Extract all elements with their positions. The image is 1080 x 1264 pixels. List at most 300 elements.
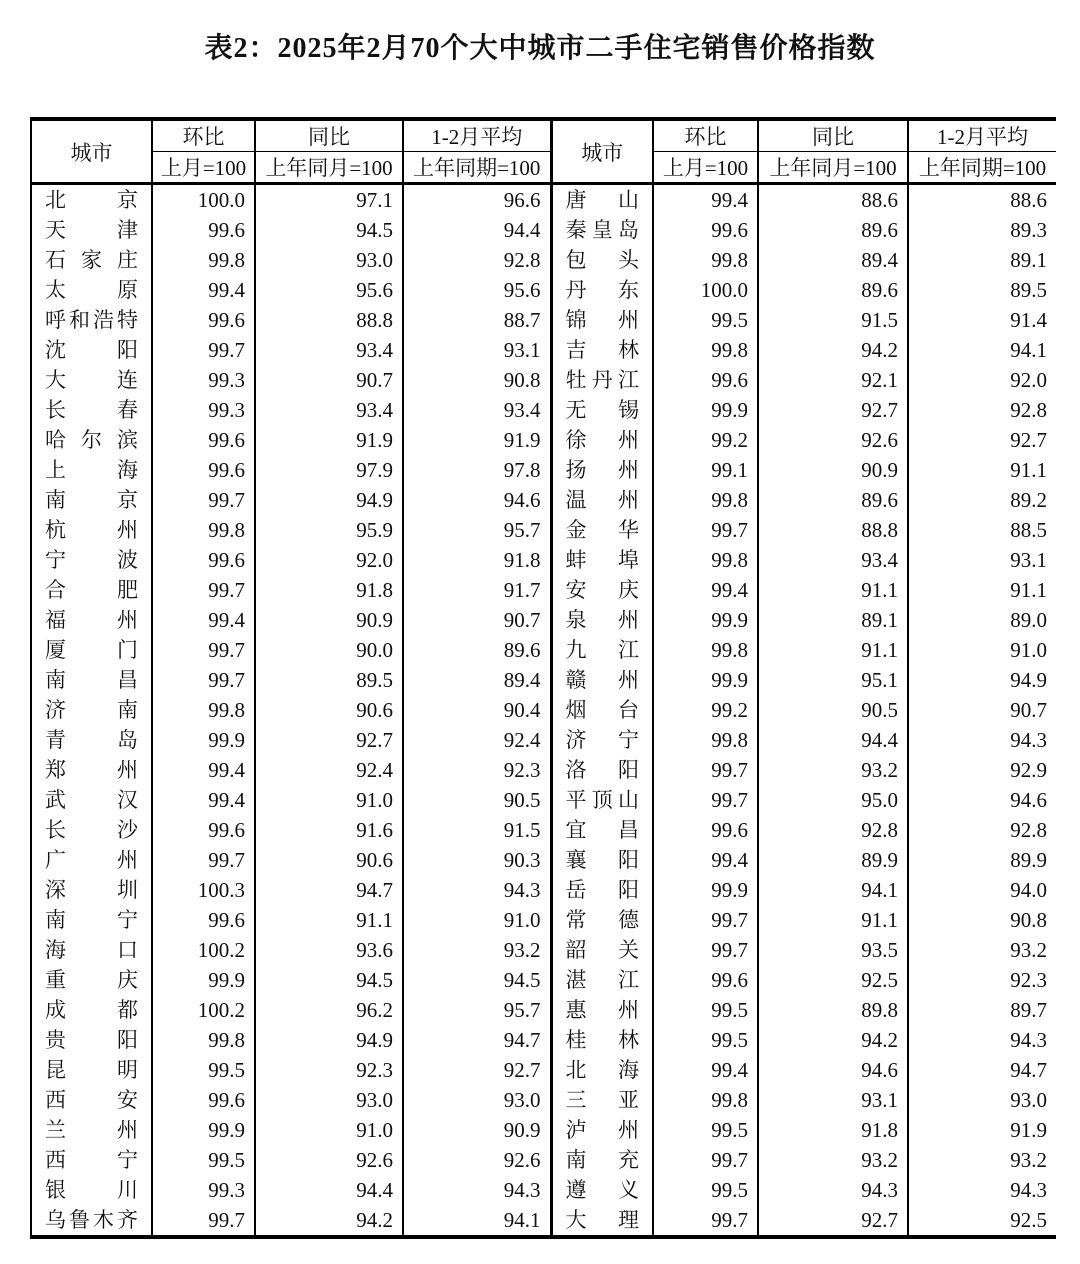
avg-value: 91.8 bbox=[403, 545, 551, 575]
table-row bbox=[31, 215, 1056, 245]
yoy-value: 92.5 bbox=[758, 965, 908, 995]
avg-value: 91.9 bbox=[908, 1115, 1056, 1145]
city-cell bbox=[31, 245, 152, 275]
avg-value: 93.2 bbox=[403, 935, 551, 965]
city-name: 赣 州 bbox=[565, 668, 639, 692]
city-name: 武 汉 bbox=[45, 788, 138, 812]
city-name: 上 海 bbox=[45, 458, 138, 482]
header-row-1 bbox=[31, 119, 1056, 152]
table-row bbox=[31, 425, 1056, 455]
header-avg-left: 1-2月平均 bbox=[403, 119, 551, 152]
mom-value: 99.6 bbox=[152, 215, 255, 245]
mom-value: 99.7 bbox=[653, 1145, 758, 1175]
city-name: 秦 皇 岛 bbox=[565, 218, 639, 242]
avg-value: 94.3 bbox=[908, 1025, 1056, 1055]
avg-value: 94.7 bbox=[908, 1055, 1056, 1085]
city-name: 西 安 bbox=[45, 1088, 138, 1112]
city-cell bbox=[551, 725, 653, 755]
city-cell bbox=[551, 275, 653, 305]
header-yoy-base-right: 上年同月=100 bbox=[758, 152, 908, 184]
mom-value: 100.2 bbox=[152, 935, 255, 965]
city-cell bbox=[31, 905, 152, 935]
avg-value: 94.3 bbox=[403, 1175, 551, 1205]
avg-value: 92.4 bbox=[403, 725, 551, 755]
mom-value: 99.9 bbox=[152, 965, 255, 995]
table-row bbox=[31, 695, 1056, 725]
avg-value: 95.7 bbox=[403, 515, 551, 545]
city-name: 银 川 bbox=[45, 1178, 138, 1202]
city-cell bbox=[31, 335, 152, 365]
city-cell bbox=[31, 785, 152, 815]
city-name: 广 州 bbox=[45, 848, 138, 872]
city-name: 温 州 bbox=[565, 488, 639, 512]
mom-value: 99.7 bbox=[152, 665, 255, 695]
city-cell bbox=[31, 1205, 152, 1237]
yoy-value: 89.1 bbox=[758, 605, 908, 635]
city-cell bbox=[551, 905, 653, 935]
table-row bbox=[31, 1025, 1056, 1055]
city-name: 九 江 bbox=[565, 638, 639, 662]
city-cell bbox=[551, 815, 653, 845]
avg-value: 91.0 bbox=[403, 905, 551, 935]
yoy-value: 89.5 bbox=[255, 665, 403, 695]
table-row bbox=[31, 575, 1056, 605]
yoy-value: 88.8 bbox=[255, 305, 403, 335]
avg-value: 93.0 bbox=[403, 1085, 551, 1115]
avg-value: 91.4 bbox=[908, 305, 1056, 335]
city-name: 青 岛 bbox=[45, 728, 138, 752]
yoy-value: 94.4 bbox=[255, 1175, 403, 1205]
yoy-value: 89.6 bbox=[758, 485, 908, 515]
yoy-value: 90.6 bbox=[255, 845, 403, 875]
city-cell bbox=[551, 335, 653, 365]
avg-value: 90.4 bbox=[403, 695, 551, 725]
mom-value: 99.6 bbox=[152, 905, 255, 935]
avg-value: 94.1 bbox=[403, 1205, 551, 1237]
avg-value: 88.5 bbox=[908, 515, 1056, 545]
city-cell bbox=[551, 695, 653, 725]
city-name: 惠 州 bbox=[565, 998, 639, 1022]
mom-value: 99.2 bbox=[653, 425, 758, 455]
city-name: 三 亚 bbox=[565, 1088, 639, 1112]
city-cell bbox=[551, 965, 653, 995]
city-cell bbox=[551, 1175, 653, 1205]
yoy-value: 91.6 bbox=[255, 815, 403, 845]
city-cell bbox=[551, 305, 653, 335]
city-cell bbox=[31, 275, 152, 305]
avg-value: 94.7 bbox=[403, 1025, 551, 1055]
table-row bbox=[31, 785, 1056, 815]
avg-value: 92.6 bbox=[403, 1145, 551, 1175]
header-avg-right: 1-2月平均 bbox=[908, 119, 1056, 152]
yoy-value: 94.3 bbox=[758, 1175, 908, 1205]
city-cell bbox=[551, 995, 653, 1025]
avg-value: 93.2 bbox=[908, 935, 1056, 965]
mom-value: 99.9 bbox=[653, 605, 758, 635]
table-row bbox=[31, 845, 1056, 875]
city-cell bbox=[31, 815, 152, 845]
city-name: 杭 州 bbox=[45, 518, 138, 542]
yoy-value: 89.8 bbox=[758, 995, 908, 1025]
mom-value: 99.5 bbox=[653, 1175, 758, 1205]
city-cell bbox=[31, 995, 152, 1025]
yoy-value: 93.4 bbox=[255, 335, 403, 365]
city-cell bbox=[551, 245, 653, 275]
mom-value: 99.8 bbox=[653, 545, 758, 575]
table-row bbox=[31, 905, 1056, 935]
city-cell bbox=[551, 1115, 653, 1145]
city-name: 韶 关 bbox=[565, 938, 639, 962]
table-title: 表2：2025年2月70个大中城市二手住宅销售价格指数 bbox=[204, 33, 876, 64]
mom-value: 99.8 bbox=[653, 335, 758, 365]
header-mom-left: 环比 bbox=[152, 119, 255, 152]
city-cell bbox=[551, 935, 653, 965]
city-cell bbox=[31, 1085, 152, 1115]
city-name: 金 华 bbox=[565, 518, 639, 542]
yoy-value: 94.2 bbox=[758, 335, 908, 365]
yoy-value: 91.1 bbox=[758, 635, 908, 665]
yoy-value: 92.7 bbox=[758, 1205, 908, 1237]
table-row bbox=[31, 935, 1056, 965]
avg-value: 93.1 bbox=[908, 545, 1056, 575]
table-row bbox=[31, 275, 1056, 305]
avg-value: 92.3 bbox=[908, 965, 1056, 995]
mom-value: 99.9 bbox=[152, 1115, 255, 1145]
yoy-value: 90.7 bbox=[255, 365, 403, 395]
avg-value: 91.9 bbox=[403, 425, 551, 455]
city-cell bbox=[31, 935, 152, 965]
yoy-value: 92.7 bbox=[255, 725, 403, 755]
yoy-value: 89.4 bbox=[758, 245, 908, 275]
city-name: 合 肥 bbox=[45, 578, 138, 602]
mom-value: 99.7 bbox=[152, 635, 255, 665]
avg-value: 90.9 bbox=[403, 1115, 551, 1145]
yoy-value: 93.0 bbox=[255, 1085, 403, 1115]
city-name: 天 津 bbox=[45, 218, 138, 242]
mom-value: 99.3 bbox=[152, 395, 255, 425]
table-row bbox=[31, 1205, 1056, 1237]
mom-value: 99.5 bbox=[653, 1025, 758, 1055]
city-name: 大 理 bbox=[565, 1208, 639, 1232]
city-name: 平 顶 山 bbox=[565, 788, 639, 812]
table-row bbox=[31, 485, 1056, 515]
header-row-2 bbox=[31, 152, 1056, 184]
yoy-value: 91.8 bbox=[758, 1115, 908, 1145]
avg-value: 91.1 bbox=[908, 575, 1056, 605]
city-name: 大 连 bbox=[45, 368, 138, 392]
avg-value: 92.9 bbox=[908, 755, 1056, 785]
yoy-value: 95.1 bbox=[758, 665, 908, 695]
mom-value: 99.8 bbox=[653, 725, 758, 755]
header-city-left: 城市 bbox=[70, 140, 113, 165]
table-row bbox=[31, 545, 1056, 575]
table-header bbox=[31, 119, 1056, 184]
avg-value: 90.7 bbox=[908, 695, 1056, 725]
avg-value: 89.2 bbox=[908, 485, 1056, 515]
city-name: 哈 尔 滨 bbox=[45, 428, 138, 452]
city-name: 岳 阳 bbox=[565, 878, 639, 902]
city-name: 济 南 bbox=[45, 698, 138, 722]
avg-value: 91.7 bbox=[403, 575, 551, 605]
yoy-value: 95.6 bbox=[255, 275, 403, 305]
mom-value: 99.3 bbox=[152, 1175, 255, 1205]
city-cell bbox=[31, 485, 152, 515]
city-cell bbox=[551, 215, 653, 245]
mom-value: 99.5 bbox=[653, 1115, 758, 1145]
mom-value: 99.8 bbox=[653, 485, 758, 515]
mom-value: 99.5 bbox=[653, 305, 758, 335]
table-row bbox=[31, 455, 1056, 485]
yoy-value: 90.9 bbox=[255, 605, 403, 635]
yoy-value: 96.2 bbox=[255, 995, 403, 1025]
mom-value: 99.8 bbox=[152, 245, 255, 275]
mom-value: 99.7 bbox=[653, 1205, 758, 1237]
city-cell bbox=[31, 965, 152, 995]
yoy-value: 93.4 bbox=[255, 395, 403, 425]
city-cell bbox=[31, 425, 152, 455]
table-row bbox=[31, 1115, 1056, 1145]
city-name: 昆 明 bbox=[45, 1058, 138, 1082]
city-cell bbox=[31, 1145, 152, 1175]
avg-value: 92.5 bbox=[908, 1205, 1056, 1237]
city-name: 南 充 bbox=[565, 1148, 639, 1172]
city-cell bbox=[31, 605, 152, 635]
avg-value: 94.3 bbox=[908, 1175, 1056, 1205]
avg-value: 88.7 bbox=[403, 305, 551, 335]
city-cell bbox=[551, 1145, 653, 1175]
city-name: 吉 林 bbox=[565, 338, 639, 362]
yoy-value: 94.4 bbox=[758, 725, 908, 755]
table-row bbox=[31, 815, 1056, 845]
avg-value: 90.5 bbox=[403, 785, 551, 815]
city-cell bbox=[551, 875, 653, 905]
yoy-value: 89.6 bbox=[758, 215, 908, 245]
yoy-value: 93.2 bbox=[758, 1145, 908, 1175]
yoy-value: 92.4 bbox=[255, 755, 403, 785]
yoy-value: 97.1 bbox=[255, 184, 403, 216]
avg-value: 92.8 bbox=[908, 395, 1056, 425]
mom-value: 99.6 bbox=[152, 305, 255, 335]
avg-value: 92.0 bbox=[908, 365, 1056, 395]
mom-value: 99.7 bbox=[152, 335, 255, 365]
mom-value: 99.8 bbox=[152, 515, 255, 545]
yoy-value: 90.0 bbox=[255, 635, 403, 665]
yoy-value: 94.5 bbox=[255, 215, 403, 245]
yoy-value: 92.1 bbox=[758, 365, 908, 395]
city-cell bbox=[31, 665, 152, 695]
avg-value: 95.6 bbox=[403, 275, 551, 305]
city-name: 南 昌 bbox=[45, 668, 138, 692]
avg-value: 89.1 bbox=[908, 245, 1056, 275]
city-name: 锦 州 bbox=[565, 308, 639, 332]
table-row bbox=[31, 365, 1056, 395]
mom-value: 99.6 bbox=[653, 365, 758, 395]
mom-value: 99.8 bbox=[653, 1085, 758, 1115]
city-name: 福 州 bbox=[45, 608, 138, 632]
city-cell bbox=[31, 305, 152, 335]
mom-value: 99.5 bbox=[152, 1055, 255, 1085]
city-cell bbox=[31, 1115, 152, 1145]
city-cell bbox=[551, 575, 653, 605]
mom-value: 99.6 bbox=[653, 815, 758, 845]
table-row bbox=[31, 605, 1056, 635]
mom-value: 99.8 bbox=[152, 695, 255, 725]
city-cell bbox=[551, 485, 653, 515]
mom-value: 99.7 bbox=[653, 755, 758, 785]
yoy-value: 91.0 bbox=[255, 1115, 403, 1145]
yoy-value: 91.1 bbox=[758, 575, 908, 605]
avg-value: 94.6 bbox=[908, 785, 1056, 815]
avg-value: 89.7 bbox=[908, 995, 1056, 1025]
yoy-value: 88.6 bbox=[758, 184, 908, 216]
yoy-value: 92.0 bbox=[255, 545, 403, 575]
table-row bbox=[31, 1175, 1056, 1205]
city-cell bbox=[31, 635, 152, 665]
city-name: 沈 阳 bbox=[45, 338, 138, 362]
yoy-value: 94.2 bbox=[255, 1205, 403, 1237]
yoy-value: 92.3 bbox=[255, 1055, 403, 1085]
city-name: 兰 州 bbox=[45, 1118, 138, 1142]
yoy-value: 91.0 bbox=[255, 785, 403, 815]
city-name: 北 海 bbox=[565, 1058, 639, 1082]
city-name: 桂 林 bbox=[565, 1028, 639, 1052]
table-row bbox=[31, 665, 1056, 695]
yoy-value: 91.1 bbox=[758, 905, 908, 935]
avg-value: 94.5 bbox=[403, 965, 551, 995]
city-cell bbox=[551, 1055, 653, 1085]
city-cell bbox=[31, 845, 152, 875]
city-cell bbox=[31, 875, 152, 905]
mom-value: 99.1 bbox=[653, 455, 758, 485]
avg-value: 89.9 bbox=[908, 845, 1056, 875]
avg-value: 93.0 bbox=[908, 1085, 1056, 1115]
city-cell bbox=[551, 845, 653, 875]
city-name: 郑 州 bbox=[45, 758, 138, 782]
mom-value: 99.8 bbox=[653, 635, 758, 665]
city-name: 烟 台 bbox=[565, 698, 639, 722]
avg-value: 94.3 bbox=[403, 875, 551, 905]
yoy-value: 94.9 bbox=[255, 1025, 403, 1055]
mom-value: 99.4 bbox=[152, 785, 255, 815]
header-avg-base-right: 上年同期=100 bbox=[908, 152, 1056, 184]
city-cell bbox=[551, 1025, 653, 1055]
city-name: 厦 门 bbox=[45, 638, 138, 662]
price-index-table bbox=[30, 117, 1056, 1239]
yoy-value: 89.6 bbox=[758, 275, 908, 305]
city-name: 襄 阳 bbox=[565, 848, 639, 872]
avg-value: 91.1 bbox=[908, 455, 1056, 485]
city-name: 海 口 bbox=[45, 938, 138, 962]
city-name: 常 德 bbox=[565, 908, 639, 932]
header-yoy-base-left: 上年同月=100 bbox=[255, 152, 403, 184]
mom-value: 99.4 bbox=[152, 755, 255, 785]
avg-value: 94.3 bbox=[908, 725, 1056, 755]
table-row bbox=[31, 965, 1056, 995]
table-row bbox=[31, 335, 1056, 365]
city-cell bbox=[551, 1085, 653, 1115]
table-row bbox=[31, 515, 1056, 545]
mom-value: 99.4 bbox=[653, 575, 758, 605]
mom-value: 99.7 bbox=[653, 785, 758, 815]
city-cell bbox=[551, 515, 653, 545]
city-cell bbox=[551, 425, 653, 455]
city-name: 包 头 bbox=[565, 248, 639, 272]
city-name: 唐 山 bbox=[565, 188, 639, 212]
city-cell bbox=[551, 785, 653, 815]
avg-value: 90.8 bbox=[908, 905, 1056, 935]
city-cell bbox=[31, 365, 152, 395]
yoy-value: 94.1 bbox=[758, 875, 908, 905]
yoy-value: 92.7 bbox=[758, 395, 908, 425]
avg-value: 90.8 bbox=[403, 365, 551, 395]
mom-value: 99.7 bbox=[152, 575, 255, 605]
table-row bbox=[31, 635, 1056, 665]
mom-value: 100.0 bbox=[152, 184, 255, 216]
city-cell bbox=[551, 605, 653, 635]
mom-value: 99.6 bbox=[152, 455, 255, 485]
avg-value: 94.9 bbox=[908, 665, 1056, 695]
avg-value: 94.4 bbox=[403, 215, 551, 245]
mom-value: 99.7 bbox=[152, 845, 255, 875]
city-cell bbox=[551, 455, 653, 485]
mom-value: 99.5 bbox=[653, 995, 758, 1025]
avg-value: 96.6 bbox=[403, 184, 551, 216]
city-cell bbox=[31, 545, 152, 575]
yoy-value: 91.5 bbox=[758, 305, 908, 335]
city-cell bbox=[551, 184, 653, 216]
city-cell bbox=[31, 1025, 152, 1055]
mom-value: 99.9 bbox=[653, 875, 758, 905]
yoy-value: 93.1 bbox=[758, 1085, 908, 1115]
table-row bbox=[31, 1145, 1056, 1175]
header-avg-base-left: 上年同期=100 bbox=[403, 152, 551, 184]
avg-value: 94.1 bbox=[908, 335, 1056, 365]
city-name: 乌 鲁 木 齐 bbox=[45, 1208, 138, 1232]
city-name: 扬 州 bbox=[565, 458, 639, 482]
avg-value: 91.5 bbox=[403, 815, 551, 845]
mom-value: 99.4 bbox=[653, 1055, 758, 1085]
table-row bbox=[31, 995, 1056, 1025]
mom-value: 99.4 bbox=[653, 184, 758, 216]
avg-value: 90.3 bbox=[403, 845, 551, 875]
mom-value: 99.7 bbox=[653, 935, 758, 965]
avg-value: 89.5 bbox=[908, 275, 1056, 305]
city-cell bbox=[551, 635, 653, 665]
city-cell bbox=[31, 184, 152, 216]
yoy-value: 93.4 bbox=[758, 545, 908, 575]
avg-value: 91.0 bbox=[908, 635, 1056, 665]
table-row bbox=[31, 725, 1056, 755]
city-name: 徐 州 bbox=[565, 428, 639, 452]
table-row bbox=[31, 875, 1056, 905]
table-body bbox=[31, 184, 1056, 1238]
city-name: 洛 阳 bbox=[565, 758, 639, 782]
avg-value: 92.7 bbox=[403, 1055, 551, 1085]
city-name: 牡 丹 江 bbox=[565, 368, 639, 392]
yoy-value: 93.6 bbox=[255, 935, 403, 965]
city-cell bbox=[31, 695, 152, 725]
city-name: 宜 昌 bbox=[565, 818, 639, 842]
yoy-value: 88.8 bbox=[758, 515, 908, 545]
header-mom-base-right: 上月=100 bbox=[653, 152, 758, 184]
header-yoy-right: 同比 bbox=[758, 119, 908, 152]
yoy-value: 94.5 bbox=[255, 965, 403, 995]
avg-value: 95.7 bbox=[403, 995, 551, 1025]
city-name: 安 庆 bbox=[565, 578, 639, 602]
city-name: 石 家 庄 bbox=[45, 248, 138, 272]
avg-value: 97.8 bbox=[403, 455, 551, 485]
mom-value: 99.2 bbox=[653, 695, 758, 725]
